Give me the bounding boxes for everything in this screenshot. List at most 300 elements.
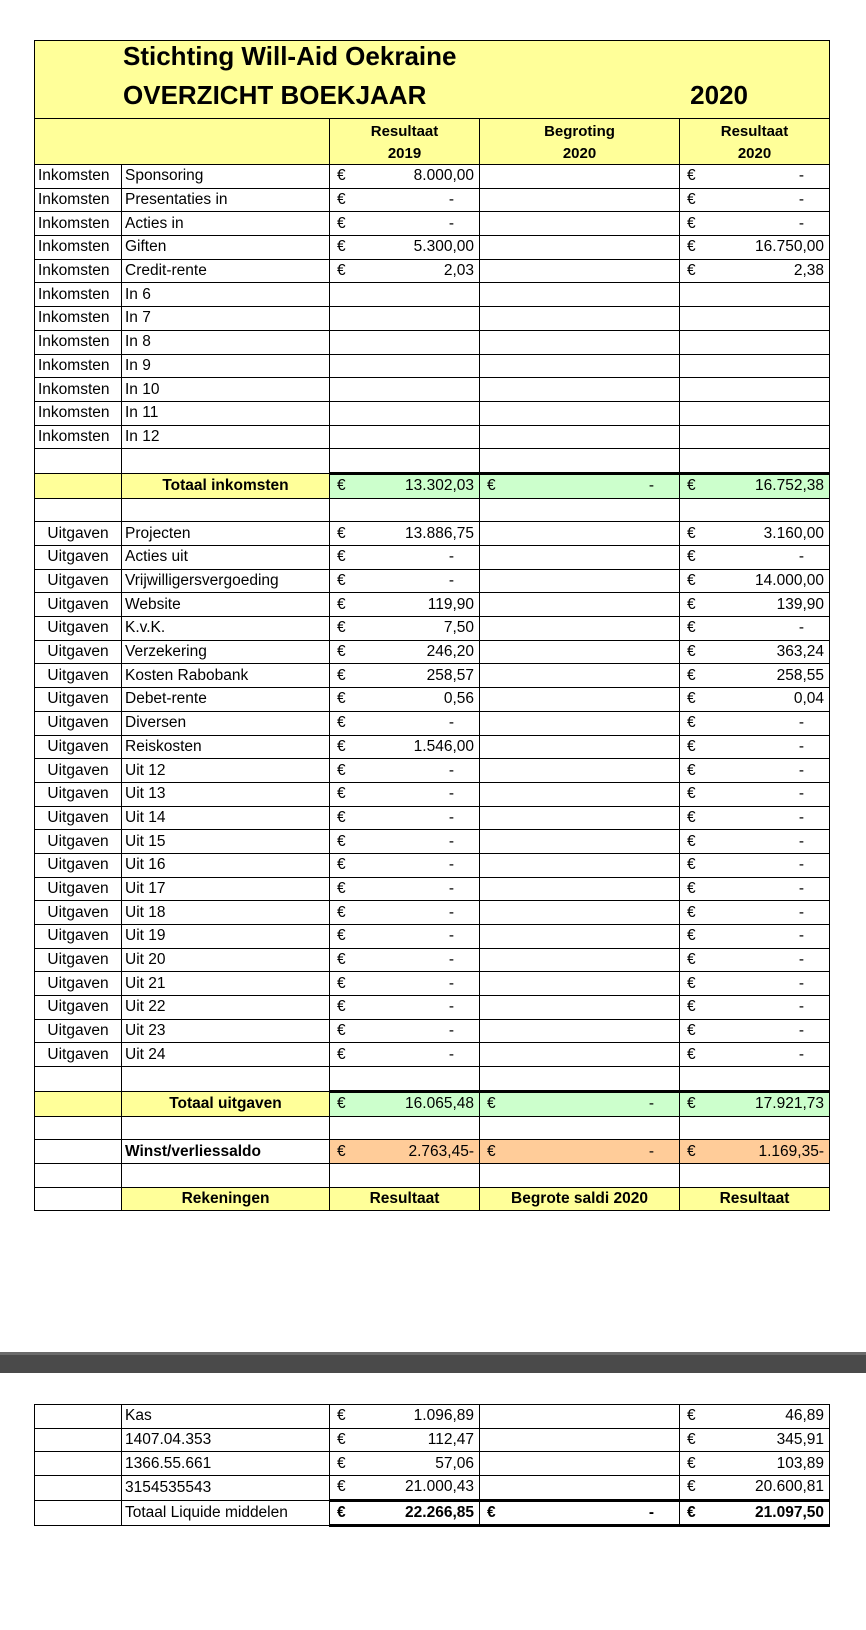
currency-symbol: €: [687, 1022, 696, 1040]
amount-cell: [330, 1500, 480, 1526]
empty-cell: [330, 449, 480, 474]
amount-value: -: [798, 1022, 804, 1040]
expense-row: [35, 546, 830, 570]
empty-cell: [480, 1476, 680, 1501]
amount-value: -: [798, 214, 804, 232]
row-label: In 12: [122, 425, 330, 449]
income-row: [35, 188, 830, 212]
currency-symbol: €: [687, 951, 696, 969]
amount-cell: [680, 711, 830, 735]
expense-row: [35, 759, 830, 783]
amount-cell: [330, 1428, 480, 1452]
expense-row: [35, 617, 830, 641]
empty-cell: [680, 307, 830, 331]
expense-row: [35, 996, 830, 1020]
empty-cell: [480, 522, 680, 546]
amount-value: 16.065,48: [405, 1095, 474, 1113]
empty-cell: [480, 593, 680, 617]
amount-cell: [330, 925, 480, 949]
row-category: Inkomsten: [35, 378, 122, 402]
amount-cell: [680, 236, 830, 260]
amount-cell: [680, 473, 830, 498]
empty-cell: [35, 1476, 122, 1501]
expense-row: [35, 593, 830, 617]
expense-row: [35, 664, 830, 688]
row-category: Uitgaven: [35, 569, 122, 593]
amount-value: 8.000,00: [413, 167, 474, 185]
amount-cell: [330, 259, 480, 283]
row-label: In 11: [122, 401, 330, 425]
currency-symbol: €: [337, 714, 346, 732]
amount-value: 0,04: [793, 690, 824, 708]
row-label: Giften: [122, 236, 330, 260]
expense-row: [35, 830, 830, 854]
income-row: [35, 259, 830, 283]
currency-symbol: €: [687, 879, 696, 897]
currency-symbol: €: [687, 785, 696, 803]
amount-cell: [330, 188, 480, 212]
income-row: [35, 425, 830, 449]
row-category: Uitgaven: [35, 735, 122, 759]
total-income-label: Totaal inkomsten: [122, 473, 330, 498]
currency-symbol: €: [687, 619, 696, 637]
row-category: Inkomsten: [35, 188, 122, 212]
empty-cell: [480, 640, 680, 664]
amount-cell: [330, 1476, 480, 1501]
amount-cell: [680, 735, 830, 759]
amount-cell: [680, 1500, 830, 1526]
empty-cell: [680, 1116, 830, 1140]
empty-cell: [330, 401, 480, 425]
header-budget-2020: Begroting 2020: [480, 119, 680, 165]
amount-value: 20.600,81: [755, 1478, 824, 1496]
amount-cell: [330, 1452, 480, 1476]
total-expenses-row: [35, 1091, 830, 1116]
row-label: Uit 22: [122, 996, 330, 1020]
empty-cell: [480, 617, 680, 641]
amount-value: -: [448, 927, 454, 945]
amount-value: 16.750,00: [755, 238, 824, 256]
currency-symbol: €: [337, 1478, 346, 1496]
amount-cell: [680, 996, 830, 1020]
currency-symbol: €: [337, 737, 346, 755]
amount-cell: [680, 1091, 830, 1116]
currency-symbol: €: [687, 1142, 696, 1160]
amount-cell: [330, 996, 480, 1020]
currency-symbol: €: [337, 214, 346, 232]
empty-cell: [480, 378, 680, 402]
amount-cell: [330, 853, 480, 877]
row-label: Diversen: [122, 711, 330, 735]
currency-symbol: €: [687, 808, 696, 826]
expense-row: [35, 569, 830, 593]
empty-cell: [480, 735, 680, 759]
income-row: [35, 378, 830, 402]
amount-value: -: [448, 808, 454, 826]
currency-symbol: €: [687, 737, 696, 755]
currency-symbol: €: [687, 666, 696, 684]
expense-row: [35, 1043, 830, 1067]
currency-symbol: €: [687, 572, 696, 590]
header-result-2020: Resultaat 2020: [680, 119, 830, 165]
currency-symbol: €: [337, 808, 346, 826]
amount-value: -: [448, 1022, 454, 1040]
row-label: Uit 12: [122, 759, 330, 783]
empty-cell: [480, 853, 680, 877]
amount-cell: [330, 617, 480, 641]
amount-cell: [680, 188, 830, 212]
currency-symbol: €: [687, 998, 696, 1016]
empty-cell: [480, 449, 680, 474]
currency-symbol: €: [687, 1504, 696, 1522]
currency-symbol: €: [337, 1454, 346, 1472]
amount-cell: [330, 759, 480, 783]
accounts-header-budget: Begrote saldi 2020: [480, 1187, 680, 1211]
empty-cell: [680, 1163, 830, 1187]
amount-value: -: [798, 737, 804, 755]
amount-value: -: [798, 879, 804, 897]
empty-cell: [35, 1091, 122, 1116]
currency-symbol: €: [687, 595, 696, 613]
row-category: Uitgaven: [35, 711, 122, 735]
empty-cell: [330, 425, 480, 449]
empty-cell: [35, 1405, 122, 1429]
amount-cell: [680, 1043, 830, 1067]
row-label: Uit 13: [122, 782, 330, 806]
currency-symbol: €: [337, 1407, 346, 1425]
amount-value: 22.266,85: [405, 1504, 474, 1522]
amount-value: 13.302,03: [405, 477, 474, 495]
currency-symbol: €: [687, 761, 696, 779]
empty-cell: [480, 165, 680, 189]
empty-cell: [680, 425, 830, 449]
row-category: Inkomsten: [35, 236, 122, 260]
currency-symbol: €: [337, 974, 346, 992]
currency-symbol: €: [687, 927, 696, 945]
empty-cell: [35, 1163, 122, 1187]
row-label: Uit 19: [122, 925, 330, 949]
row-label: In 10: [122, 378, 330, 402]
amount-cell: [330, 664, 480, 688]
row-label: Sponsoring: [122, 165, 330, 189]
amount-value: -: [448, 856, 454, 874]
income-row: [35, 283, 830, 307]
expense-row: [35, 925, 830, 949]
amount-value: -: [798, 785, 804, 803]
amount-value: -: [798, 167, 804, 185]
amount-cell: [480, 1140, 680, 1164]
expense-row: [35, 711, 830, 735]
account-row: [35, 1452, 830, 1476]
empty-cell: [480, 1067, 680, 1092]
account-label: 3154535543: [122, 1476, 330, 1501]
row-label: Uit 15: [122, 830, 330, 854]
amount-value: -: [448, 974, 454, 992]
row-label: Presentaties in: [122, 188, 330, 212]
accounts-header-result: Resultaat: [330, 1187, 480, 1211]
balance-row: [35, 1140, 830, 1164]
amount-cell: [330, 688, 480, 712]
row-label: Uit 24: [122, 1043, 330, 1067]
accounts-header-label: Rekeningen: [122, 1187, 330, 1211]
empty-cell: [680, 354, 830, 378]
empty-cell: [480, 283, 680, 307]
amount-cell: [330, 806, 480, 830]
empty-cell: [35, 473, 122, 498]
row-category: Uitgaven: [35, 972, 122, 996]
empty-cell: [122, 1116, 330, 1140]
row-category: Uitgaven: [35, 1043, 122, 1067]
currency-symbol: €: [687, 262, 696, 280]
row-category: Uitgaven: [35, 877, 122, 901]
currency-symbol: €: [337, 1022, 346, 1040]
amount-cell: [680, 759, 830, 783]
amount-value: 17.921,73: [755, 1095, 824, 1113]
currency-symbol: €: [337, 1504, 346, 1522]
amount-cell: [680, 664, 830, 688]
empty-cell: [480, 830, 680, 854]
row-category: Uitgaven: [35, 782, 122, 806]
account-row: [35, 1476, 830, 1501]
amount-cell: [680, 925, 830, 949]
currency-symbol: €: [337, 903, 346, 921]
amount-value: -: [648, 1142, 654, 1160]
subtitle: OVERZICHT BOEKJAAR: [123, 79, 427, 110]
amount-cell: [330, 735, 480, 759]
currency-symbol: €: [487, 1095, 496, 1113]
row-category: Uitgaven: [35, 640, 122, 664]
row-label: Projecten: [122, 522, 330, 546]
amount-cell: [680, 617, 830, 641]
empty-cell: [330, 1067, 480, 1092]
row-category: Inkomsten: [35, 330, 122, 354]
empty-cell: [35, 1067, 122, 1092]
currency-symbol: €: [687, 524, 696, 542]
income-row: [35, 401, 830, 425]
expense-row: [35, 688, 830, 712]
amount-cell: [680, 901, 830, 925]
empty-cell: [480, 759, 680, 783]
empty-cell: [480, 711, 680, 735]
amount-value: 103,89: [776, 1454, 824, 1472]
empty-cell: [480, 212, 680, 236]
account-label: 1407.04.353: [122, 1428, 330, 1452]
accounts-header-result-2: Resultaat: [680, 1187, 830, 1211]
amount-value: 57,06: [435, 1454, 474, 1472]
amount-value: 7,50: [443, 619, 474, 637]
currency-symbol: €: [487, 1142, 496, 1160]
row-label: Credit-rente: [122, 259, 330, 283]
income-row: [35, 354, 830, 378]
empty-cell: [680, 449, 830, 474]
amount-value: 16.752,38: [755, 477, 824, 495]
currency-symbol: €: [337, 477, 346, 495]
amount-cell: [330, 569, 480, 593]
expense-row: [35, 1019, 830, 1043]
amount-cell: [680, 165, 830, 189]
row-category: Uitgaven: [35, 925, 122, 949]
currency-symbol: €: [337, 927, 346, 945]
row-label: Uit 14: [122, 806, 330, 830]
empty-cell: [480, 259, 680, 283]
spacer-row: [35, 1067, 830, 1092]
currency-symbol: €: [337, 1045, 346, 1063]
currency-symbol: €: [687, 1045, 696, 1063]
accounts-total-label: Totaal Liquide middelen: [122, 1500, 330, 1526]
amount-value: -: [448, 714, 454, 732]
empty-cell: [680, 378, 830, 402]
empty-cell: [480, 236, 680, 260]
amount-value: -: [798, 191, 804, 209]
spacer-row: [35, 498, 830, 522]
amount-value: 5.300,00: [413, 238, 474, 256]
amount-value: -: [448, 785, 454, 803]
row-label: Uit 23: [122, 1019, 330, 1043]
empty-cell: [480, 1116, 680, 1140]
empty-cell: [122, 498, 330, 522]
currency-symbol: €: [337, 998, 346, 1016]
row-category: Uitgaven: [35, 664, 122, 688]
row-category: Inkomsten: [35, 307, 122, 331]
empty-cell: [480, 664, 680, 688]
currency-symbol: €: [487, 477, 496, 495]
empty-cell: [480, 546, 680, 570]
empty-cell: [480, 901, 680, 925]
row-category: Uitgaven: [35, 617, 122, 641]
empty-cell: [35, 1187, 122, 1211]
amount-cell: [680, 688, 830, 712]
amount-cell: [330, 522, 480, 546]
row-category: Inkomsten: [35, 425, 122, 449]
amount-value: -: [448, 951, 454, 969]
year-label: 2020: [690, 79, 748, 110]
currency-symbol: €: [687, 974, 696, 992]
empty-cell: [480, 877, 680, 901]
amount-value: -: [448, 572, 454, 590]
amount-value: 0,56: [443, 690, 474, 708]
expense-row: [35, 522, 830, 546]
row-category: Uitgaven: [35, 901, 122, 925]
amount-cell: [330, 1043, 480, 1067]
overview-table: [34, 40, 830, 1211]
amount-value: -: [798, 548, 804, 566]
amount-value: -: [798, 903, 804, 921]
empty-cell: [480, 569, 680, 593]
amount-value: 258,55: [776, 666, 824, 684]
row-label: In 9: [122, 354, 330, 378]
row-label: Acties in: [122, 212, 330, 236]
amount-cell: [680, 1476, 830, 1501]
amount-cell: [330, 1140, 480, 1164]
amount-value: 1.169,35-: [758, 1142, 824, 1160]
amount-cell: [330, 830, 480, 854]
accounts-total-row: [35, 1500, 830, 1526]
empty-cell: [480, 188, 680, 212]
amount-cell: [480, 1091, 680, 1116]
empty-cell: [330, 354, 480, 378]
amount-cell: [330, 1091, 480, 1116]
amount-cell: [680, 546, 830, 570]
amount-cell: [680, 877, 830, 901]
amount-cell: [680, 1140, 830, 1164]
amount-cell: [480, 473, 680, 498]
empty-cell: [480, 948, 680, 972]
account-label: 1366.55.661: [122, 1452, 330, 1476]
empty-cell: [480, 307, 680, 331]
row-label: In 8: [122, 330, 330, 354]
row-label: Reiskosten: [122, 735, 330, 759]
amount-cell: [680, 1019, 830, 1043]
row-label: Acties uit: [122, 546, 330, 570]
expense-row: [35, 972, 830, 996]
row-category: Uitgaven: [35, 948, 122, 972]
amount-value: 21.097,50: [755, 1504, 824, 1522]
empty-cell: [480, 354, 680, 378]
amount-value: -: [648, 1095, 654, 1113]
amount-value: 14.000,00: [755, 572, 824, 590]
foundation-title: Stichting Will-Aid Oekraine: [35, 41, 830, 72]
row-category: Inkomsten: [35, 283, 122, 307]
amount-value: -: [448, 903, 454, 921]
income-row: [35, 236, 830, 260]
empty-cell: [680, 498, 830, 522]
amount-cell: [330, 1019, 480, 1043]
amount-value: 13.886,75: [405, 524, 474, 542]
empty-cell: [480, 1428, 680, 1452]
total-income-row: [35, 473, 830, 498]
income-row: [35, 212, 830, 236]
amount-value: -: [798, 1045, 804, 1063]
currency-symbol: €: [687, 690, 696, 708]
amount-value: 1.096,89: [413, 1407, 474, 1425]
empty-cell: [35, 1140, 122, 1164]
currency-symbol: €: [687, 856, 696, 874]
amount-cell: [680, 569, 830, 593]
amount-value: -: [448, 548, 454, 566]
empty-cell: [35, 1116, 122, 1140]
currency-symbol: €: [337, 666, 346, 684]
amount-value: 3.160,00: [763, 524, 824, 542]
income-row: [35, 165, 830, 189]
currency-symbol: €: [687, 1454, 696, 1472]
row-category: Uitgaven: [35, 759, 122, 783]
currency-symbol: €: [687, 477, 696, 495]
currency-symbol: €: [687, 1095, 696, 1113]
currency-symbol: €: [337, 262, 346, 280]
amount-value: 363,24: [776, 643, 824, 661]
amount-value: 21.000,43: [405, 1478, 474, 1496]
empty-cell: [330, 283, 480, 307]
income-row: [35, 330, 830, 354]
currency-symbol: €: [337, 1431, 346, 1449]
header-result-2019: Resultaat 2019: [330, 119, 480, 165]
row-label: Uit 17: [122, 877, 330, 901]
amount-value: 246,20: [426, 643, 474, 661]
amount-value: -: [448, 214, 454, 232]
amount-cell: [680, 593, 830, 617]
row-category: Uitgaven: [35, 522, 122, 546]
amount-value: -: [648, 477, 654, 495]
currency-symbol: €: [687, 548, 696, 566]
empty-cell: [35, 1500, 122, 1526]
amount-value: -: [798, 951, 804, 969]
empty-cell: [122, 449, 330, 474]
currency-symbol: €: [337, 643, 346, 661]
amount-cell: [330, 901, 480, 925]
currency-symbol: €: [337, 785, 346, 803]
expense-row: [35, 735, 830, 759]
row-category: Inkomsten: [35, 401, 122, 425]
